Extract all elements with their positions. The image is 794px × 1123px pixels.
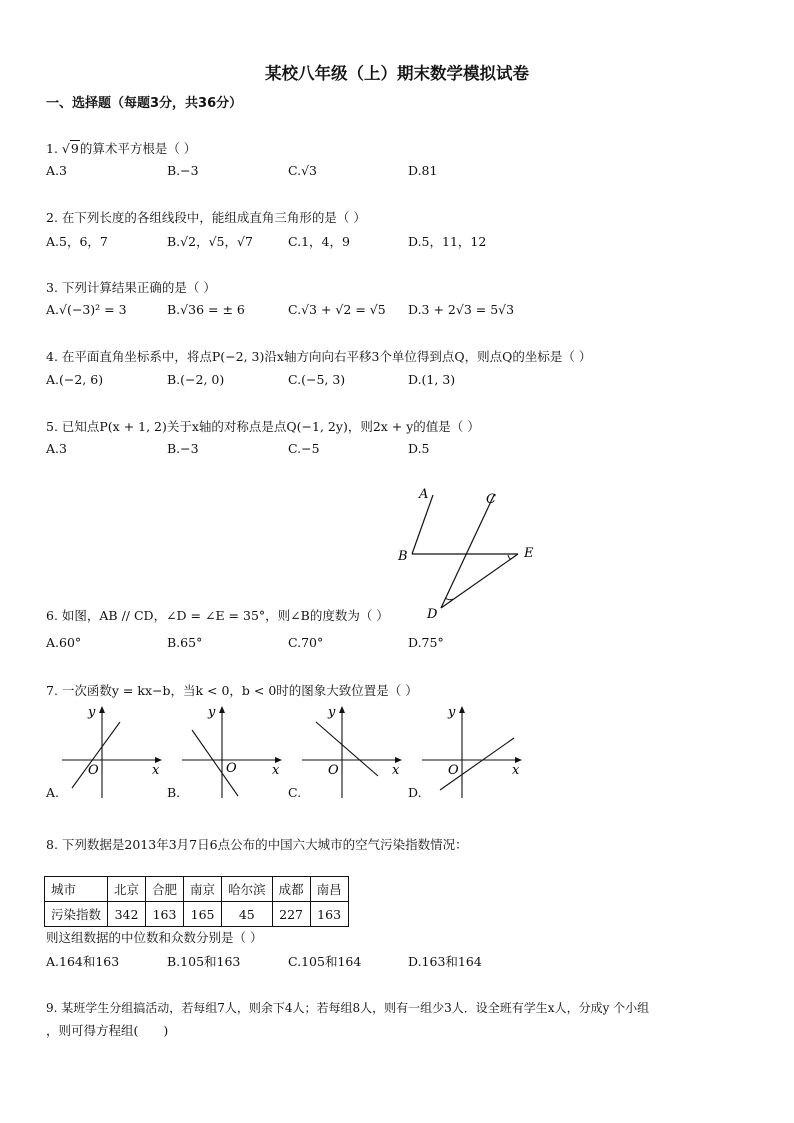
q1-option-d[interactable]: D.81 xyxy=(408,163,438,178)
q1-option-b[interactable]: B.−3 xyxy=(167,163,199,178)
q1-number: 1. xyxy=(46,141,62,156)
q7-graph-c[interactable] xyxy=(298,702,408,800)
q7-option-a[interactable]: A. xyxy=(46,785,60,800)
sqrt-sign: √ xyxy=(61,141,70,156)
q8-option-b[interactable]: B.105和163 xyxy=(167,954,241,969)
q1-radicand: 9 xyxy=(70,141,79,156)
q8-option-c[interactable]: C.105和164 xyxy=(288,954,362,969)
table-cell: 163 xyxy=(310,902,348,927)
table-cell: 342 xyxy=(108,902,146,927)
origin-label: O xyxy=(448,763,459,778)
q2-option-a[interactable]: A.5，6，7 xyxy=(46,234,108,249)
q7-option-b[interactable]: B. xyxy=(167,785,181,800)
q5-option-a[interactable]: A.3 xyxy=(46,441,67,456)
q6-option-a[interactable]: A.60° xyxy=(46,635,82,650)
table-cell: 污染指数 xyxy=(45,902,108,927)
q4-option-c[interactable]: C.(−5, 3) xyxy=(288,372,346,387)
q8-option-a[interactable]: A.164和163 xyxy=(46,954,120,969)
x-axis-label: x xyxy=(152,763,160,778)
point-c-label: C xyxy=(486,492,496,507)
q4-option-a[interactable]: A.(−2, 6) xyxy=(46,372,104,387)
q1-option-c[interactable]: C.√3 xyxy=(288,163,318,178)
table-cell: 165 xyxy=(184,902,222,927)
question-9-stem-cont: ，则可得方程组( ) xyxy=(46,1023,169,1038)
question-5-stem: 5. 已知点P(x + 1, 2)关于x轴的对称点是点Q(−1, 2y)，则2x + y的值是（ ） xyxy=(46,419,480,434)
q5-option-b[interactable]: B.−3 xyxy=(167,441,199,456)
y-axis-label: y xyxy=(208,705,216,720)
q3-option-c[interactable]: C.√3 + √2 = √5 xyxy=(288,302,386,317)
question-7-stem: 7. 一次函数y = kx−b，当k < 0，b < 0时的图象大致位置是（ ） xyxy=(46,683,418,698)
q1-stem-text: 的算术平方根是（ ） xyxy=(79,141,197,156)
point-b-label: B xyxy=(398,549,408,564)
q6-option-d[interactable]: D.75° xyxy=(408,635,444,650)
q3-option-b[interactable]: B.√36 = ± 6 xyxy=(167,302,245,317)
q5-option-d[interactable]: D.5 xyxy=(408,441,430,456)
q8-option-d[interactable]: D.163和164 xyxy=(408,954,482,969)
table-cell: 北京 xyxy=(108,877,146,902)
table-cell: 南京 xyxy=(184,877,222,902)
pollution-table xyxy=(44,876,349,927)
question-8-stem: 8. 下列数据是2013年3月7日6点公布的中国六大城市的空气污染指数情况： xyxy=(46,837,468,852)
table-cell: 227 xyxy=(272,902,310,927)
origin-label: O xyxy=(226,761,237,776)
page-title: 某校八年级（上）期末数学模拟试卷 xyxy=(265,64,529,83)
q3-option-a[interactable]: A.√(−3)² = 3 xyxy=(46,302,127,317)
table-cell: 合肥 xyxy=(146,877,184,902)
y-axis-label: y xyxy=(448,705,456,720)
question-6-stem: 6. 如图，AB // CD，∠D = ∠E = 35°，则∠B的度数为（ ） xyxy=(46,608,389,623)
q6-geometry-figure xyxy=(390,485,550,625)
table-row xyxy=(45,902,349,927)
q4-option-d[interactable]: D.(1, 3) xyxy=(408,372,456,387)
q7-option-d[interactable]: D. xyxy=(408,785,422,800)
q7-graph-d[interactable] xyxy=(418,702,528,800)
table-cell: 成都 xyxy=(272,877,310,902)
q4-option-b[interactable]: B.(−2, 0) xyxy=(167,372,225,387)
q7-option-c[interactable]: C. xyxy=(288,785,302,800)
table-cell: 163 xyxy=(146,902,184,927)
question-3-stem: 3. 下列计算结果正确的是（ ） xyxy=(46,280,216,295)
point-d-label: D xyxy=(427,607,438,622)
point-a-label: A xyxy=(419,487,429,502)
q1-option-a[interactable]: A.3 xyxy=(46,163,67,178)
q3-option-d[interactable]: D.3 + 2√3 = 5√3 xyxy=(408,302,515,317)
x-axis-label: x xyxy=(272,763,280,778)
y-axis-label: y xyxy=(88,705,96,720)
y-axis-label: y xyxy=(328,705,336,720)
table-header-row xyxy=(45,877,349,902)
q2-option-d[interactable]: D.5，11，12 xyxy=(408,234,487,249)
table-cell: 哈尔滨 xyxy=(222,877,273,902)
x-axis-label: x xyxy=(392,763,400,778)
q2-option-b[interactable]: B.√2，√5，√7 xyxy=(167,234,253,249)
q5-option-c[interactable]: C.−5 xyxy=(288,441,320,456)
question-2-stem: 2. 在下列长度的各组线段中，能组成直角三角形的是（ ） xyxy=(46,210,366,225)
point-e-label: E xyxy=(524,546,534,561)
q7-graph-b[interactable] xyxy=(178,702,288,800)
table-cell: 45 xyxy=(222,902,273,927)
x-axis-label: x xyxy=(512,763,520,778)
origin-label: O xyxy=(328,763,339,778)
q6-option-c[interactable]: C.70° xyxy=(288,635,324,650)
section-heading: 一、选择题（每题3分，共36分） xyxy=(46,96,243,111)
origin-label: O xyxy=(88,763,99,778)
question-1-stem xyxy=(46,139,196,157)
q6-option-b[interactable]: B.65° xyxy=(167,635,203,650)
question-8-followup: 则这组数据的中位数和众数分别是（ ） xyxy=(46,930,263,945)
table-cell: 南昌 xyxy=(310,877,348,902)
question-4-stem: 4. 在平面直角坐标系中，将点P(−2, 3)沿x轴方向向右平移3个单位得到点Q，则点Q的坐标是（ ） xyxy=(46,349,592,364)
q7-graph-a[interactable] xyxy=(58,702,168,800)
table-cell: 城市 xyxy=(45,877,108,902)
q2-option-c[interactable]: C.1，4，9 xyxy=(288,234,350,249)
question-9-stem: 9. 某班学生分组搞活动，若每组7人，则余下4人；若每组8人，则有一组少3人．设全班有学生x人，分成y 个小组 xyxy=(46,1001,650,1015)
